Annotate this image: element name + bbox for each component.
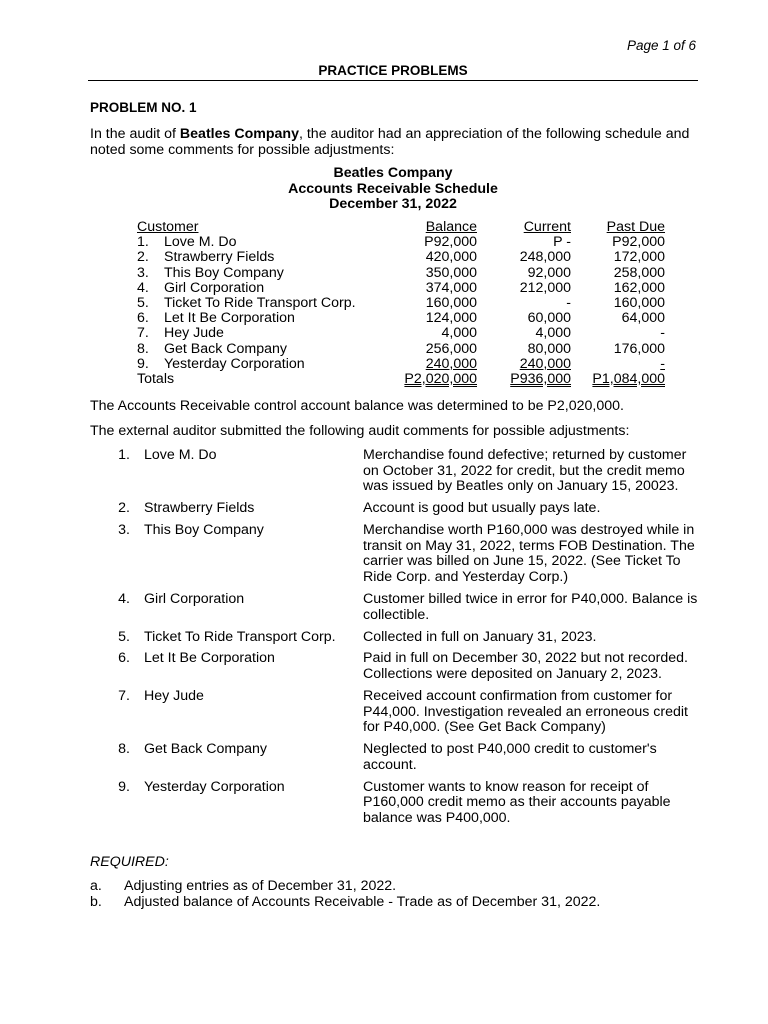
row-customer: Get Back Company	[164, 340, 288, 357]
row-current	[477, 357, 571, 372]
row-current: 60,000	[527, 310, 571, 327]
row-number: 2.	[137, 249, 149, 266]
list-item	[90, 448, 700, 495]
required-list	[90, 878, 600, 910]
row-current: 80,000	[527, 340, 571, 357]
table-row	[137, 357, 665, 372]
list-item	[90, 878, 600, 894]
problem-intro	[90, 126, 710, 158]
row-customer: Hey Jude	[164, 325, 224, 342]
totals-current-value: P936,000	[510, 371, 571, 388]
row-past-due: 160,000	[613, 295, 665, 312]
row-number: 1.	[137, 234, 149, 251]
schedule-company: Beatles Company	[333, 165, 453, 181]
intro-text-after: , the auditor had an appreciation of the following schedule and noted some comments for possible adjustments:	[90, 126, 690, 158]
required-text: Adjusted balance of Accounts Receivable - Trade as of December 31, 2022.	[124, 894, 601, 910]
page-number: Page 1 of 6	[626, 38, 696, 53]
col-current: Current	[523, 219, 571, 235]
intro-company-name: Beatles Company	[179, 126, 299, 142]
totals-balance-value: P2,020,000	[404, 371, 477, 388]
totals-current	[477, 372, 571, 387]
row-balance: 160,000	[425, 295, 477, 312]
totals-balance	[389, 372, 477, 387]
row-customer: Strawberry Fields	[164, 249, 275, 266]
row-balance	[389, 357, 477, 372]
row-past-due: 258,000	[613, 264, 665, 281]
problem-heading: PROBLEM NO. 1	[90, 100, 197, 115]
list-item	[90, 592, 700, 623]
ar-schedule-table	[137, 220, 665, 387]
col-customer: Customer	[137, 219, 199, 235]
required-letter: a.	[90, 878, 102, 894]
comment-customer: Strawberry Fields	[144, 500, 255, 517]
list-item	[90, 501, 700, 517]
row-current: P -	[553, 234, 571, 251]
row-balance-value: 240,000	[425, 355, 477, 372]
comment-customer: Ticket To Ride Transport Corp.	[144, 628, 336, 645]
row-number: 3.	[137, 264, 149, 281]
required-text: Adjusting entries as of December 31, 2022.	[124, 878, 397, 894]
row-balance: 124,000	[425, 310, 477, 327]
row-balance: P92,000	[424, 234, 477, 251]
table-row	[137, 326, 665, 341]
intro-text-before: In the audit of	[90, 126, 180, 142]
row-past-due: 176,000	[613, 340, 665, 357]
comment-customer: Hey Jude	[144, 688, 204, 705]
totals-label: Totals	[137, 371, 175, 388]
list-item	[90, 630, 700, 646]
row-current: 92,000	[527, 264, 571, 281]
row-customer: This Boy Company	[164, 264, 284, 281]
comment-customer: Let It Be Corporation	[144, 650, 275, 667]
table-header-row	[137, 220, 665, 235]
row-current: 212,000	[519, 279, 571, 296]
row-number: 7.	[137, 325, 149, 342]
comment-customer: Girl Corporation	[144, 590, 245, 607]
list-item	[90, 780, 700, 827]
table-row	[137, 250, 665, 265]
row-customer: Let It Be Corporation	[164, 310, 295, 327]
comment-text: Customer billed twice in error for P40,000. Balance is collectible.	[363, 590, 698, 623]
row-customer: Ticket To Ride Transport Corp.	[164, 295, 356, 312]
row-customer: Love M. Do	[164, 234, 237, 251]
comment-customer: Love M. Do	[144, 447, 217, 463]
table-row	[137, 342, 665, 357]
comment-number: 4.	[118, 590, 130, 607]
schedule-date: December 31, 2022	[329, 196, 457, 212]
row-current: 4,000	[535, 325, 571, 342]
row-balance: 420,000	[425, 249, 477, 266]
row-current-value: 240,000	[519, 355, 571, 372]
audit-comments-list	[90, 448, 700, 833]
comment-text: Paid in full on December 30, 2022 but not recorded. Collections were deposited on January 2, 2023.	[363, 650, 688, 683]
comment-number: 7.	[118, 688, 130, 705]
comment-customer: Get Back Company	[144, 741, 268, 758]
title-divider	[88, 80, 698, 81]
row-number: 4.	[137, 279, 149, 296]
table-row	[137, 266, 665, 281]
row-customer: Yesterday Corporation	[164, 355, 305, 372]
comment-text: Neglected to post P40,000 credit to customer's account.	[363, 741, 657, 773]
row-past-due: -	[660, 325, 665, 342]
list-item	[90, 689, 700, 736]
comments-intro-text: The external auditor submitted the following audit comments for possible adjustments:	[90, 423, 630, 439]
totals-past-due-value: P1,084,000	[592, 371, 665, 388]
comment-text: Merchandise found defective; returned by customer on October 31, 2022 for credit, but the credit memo was issued by Beatles only on January 15, 20023.	[363, 447, 687, 495]
row-balance: 256,000	[425, 340, 477, 357]
comment-number: 2.	[118, 500, 130, 517]
row-balance: 374,000	[425, 279, 477, 296]
row-customer: Girl Corporation	[164, 279, 265, 296]
row-past-due: 64,000	[621, 310, 665, 327]
row-number: 9.	[137, 355, 149, 372]
list-item	[90, 742, 700, 773]
row-past-due	[571, 357, 665, 372]
document-title: PRACTICE PROBLEMS	[318, 63, 468, 78]
row-balance: 4,000	[441, 325, 477, 342]
totals-past-due	[571, 372, 665, 387]
comment-text: Account is good but usually pays late.	[363, 500, 601, 517]
row-current: 248,000	[519, 249, 571, 266]
schedule-heading	[88, 166, 698, 213]
comment-number: 9.	[118, 778, 130, 795]
control-balance-text: The Accounts Receivable control account balance was determined to be P2,020,000.	[90, 398, 624, 414]
required-heading: REQUIRED:	[90, 854, 169, 870]
comment-text: Received account confirmation from customer for P44,000. Investigation revealed an erroneous credit for P40,000. (See Get Back Company)	[363, 688, 688, 736]
comment-customer: Yesterday Corporation	[144, 778, 285, 795]
comment-text: Collected in full on January 31, 2023.	[363, 628, 597, 645]
row-past-due: 172,000	[613, 249, 665, 266]
required-letter: b.	[90, 894, 102, 910]
row-current: -	[566, 295, 571, 312]
row-past-due: 162,000	[613, 279, 665, 296]
comment-number: 6.	[118, 650, 130, 667]
row-number: 6.	[137, 310, 149, 327]
comment-number: 8.	[118, 741, 130, 758]
comment-text: Merchandise worth P160,000 was destroyed while in transit on May 31, 2022, terms FOB Destination. The carrier was billed on June 15, 2022. (See Ticket To Ride Corp. and Yesterday Corp.)	[363, 522, 695, 585]
row-number: 5.	[137, 295, 149, 312]
comment-number: 3.	[118, 522, 130, 539]
table-row	[137, 281, 665, 296]
table-row	[137, 296, 665, 311]
schedule-title: Accounts Receivable Schedule	[288, 180, 498, 197]
table-row	[137, 235, 665, 250]
comment-customer: This Boy Company	[144, 522, 264, 539]
row-past-due: P92,000	[612, 234, 665, 251]
list-item	[90, 894, 600, 910]
list-item	[90, 523, 700, 585]
row-balance: 350,000	[425, 264, 477, 281]
comment-number: 1.	[118, 447, 130, 463]
table-row	[137, 311, 665, 326]
comment-number: 5.	[118, 628, 130, 645]
comment-text: Customer wants to know reason for receipt of P160,000 credit memo as their accounts payable balance was P400,000.	[363, 778, 671, 826]
list-item	[90, 651, 700, 682]
col-past-due: Past Due	[606, 219, 665, 235]
row-number: 8.	[137, 340, 149, 357]
totals-row	[137, 372, 665, 387]
col-balance: Balance	[425, 219, 477, 235]
row-past-due-value: -	[660, 355, 665, 372]
